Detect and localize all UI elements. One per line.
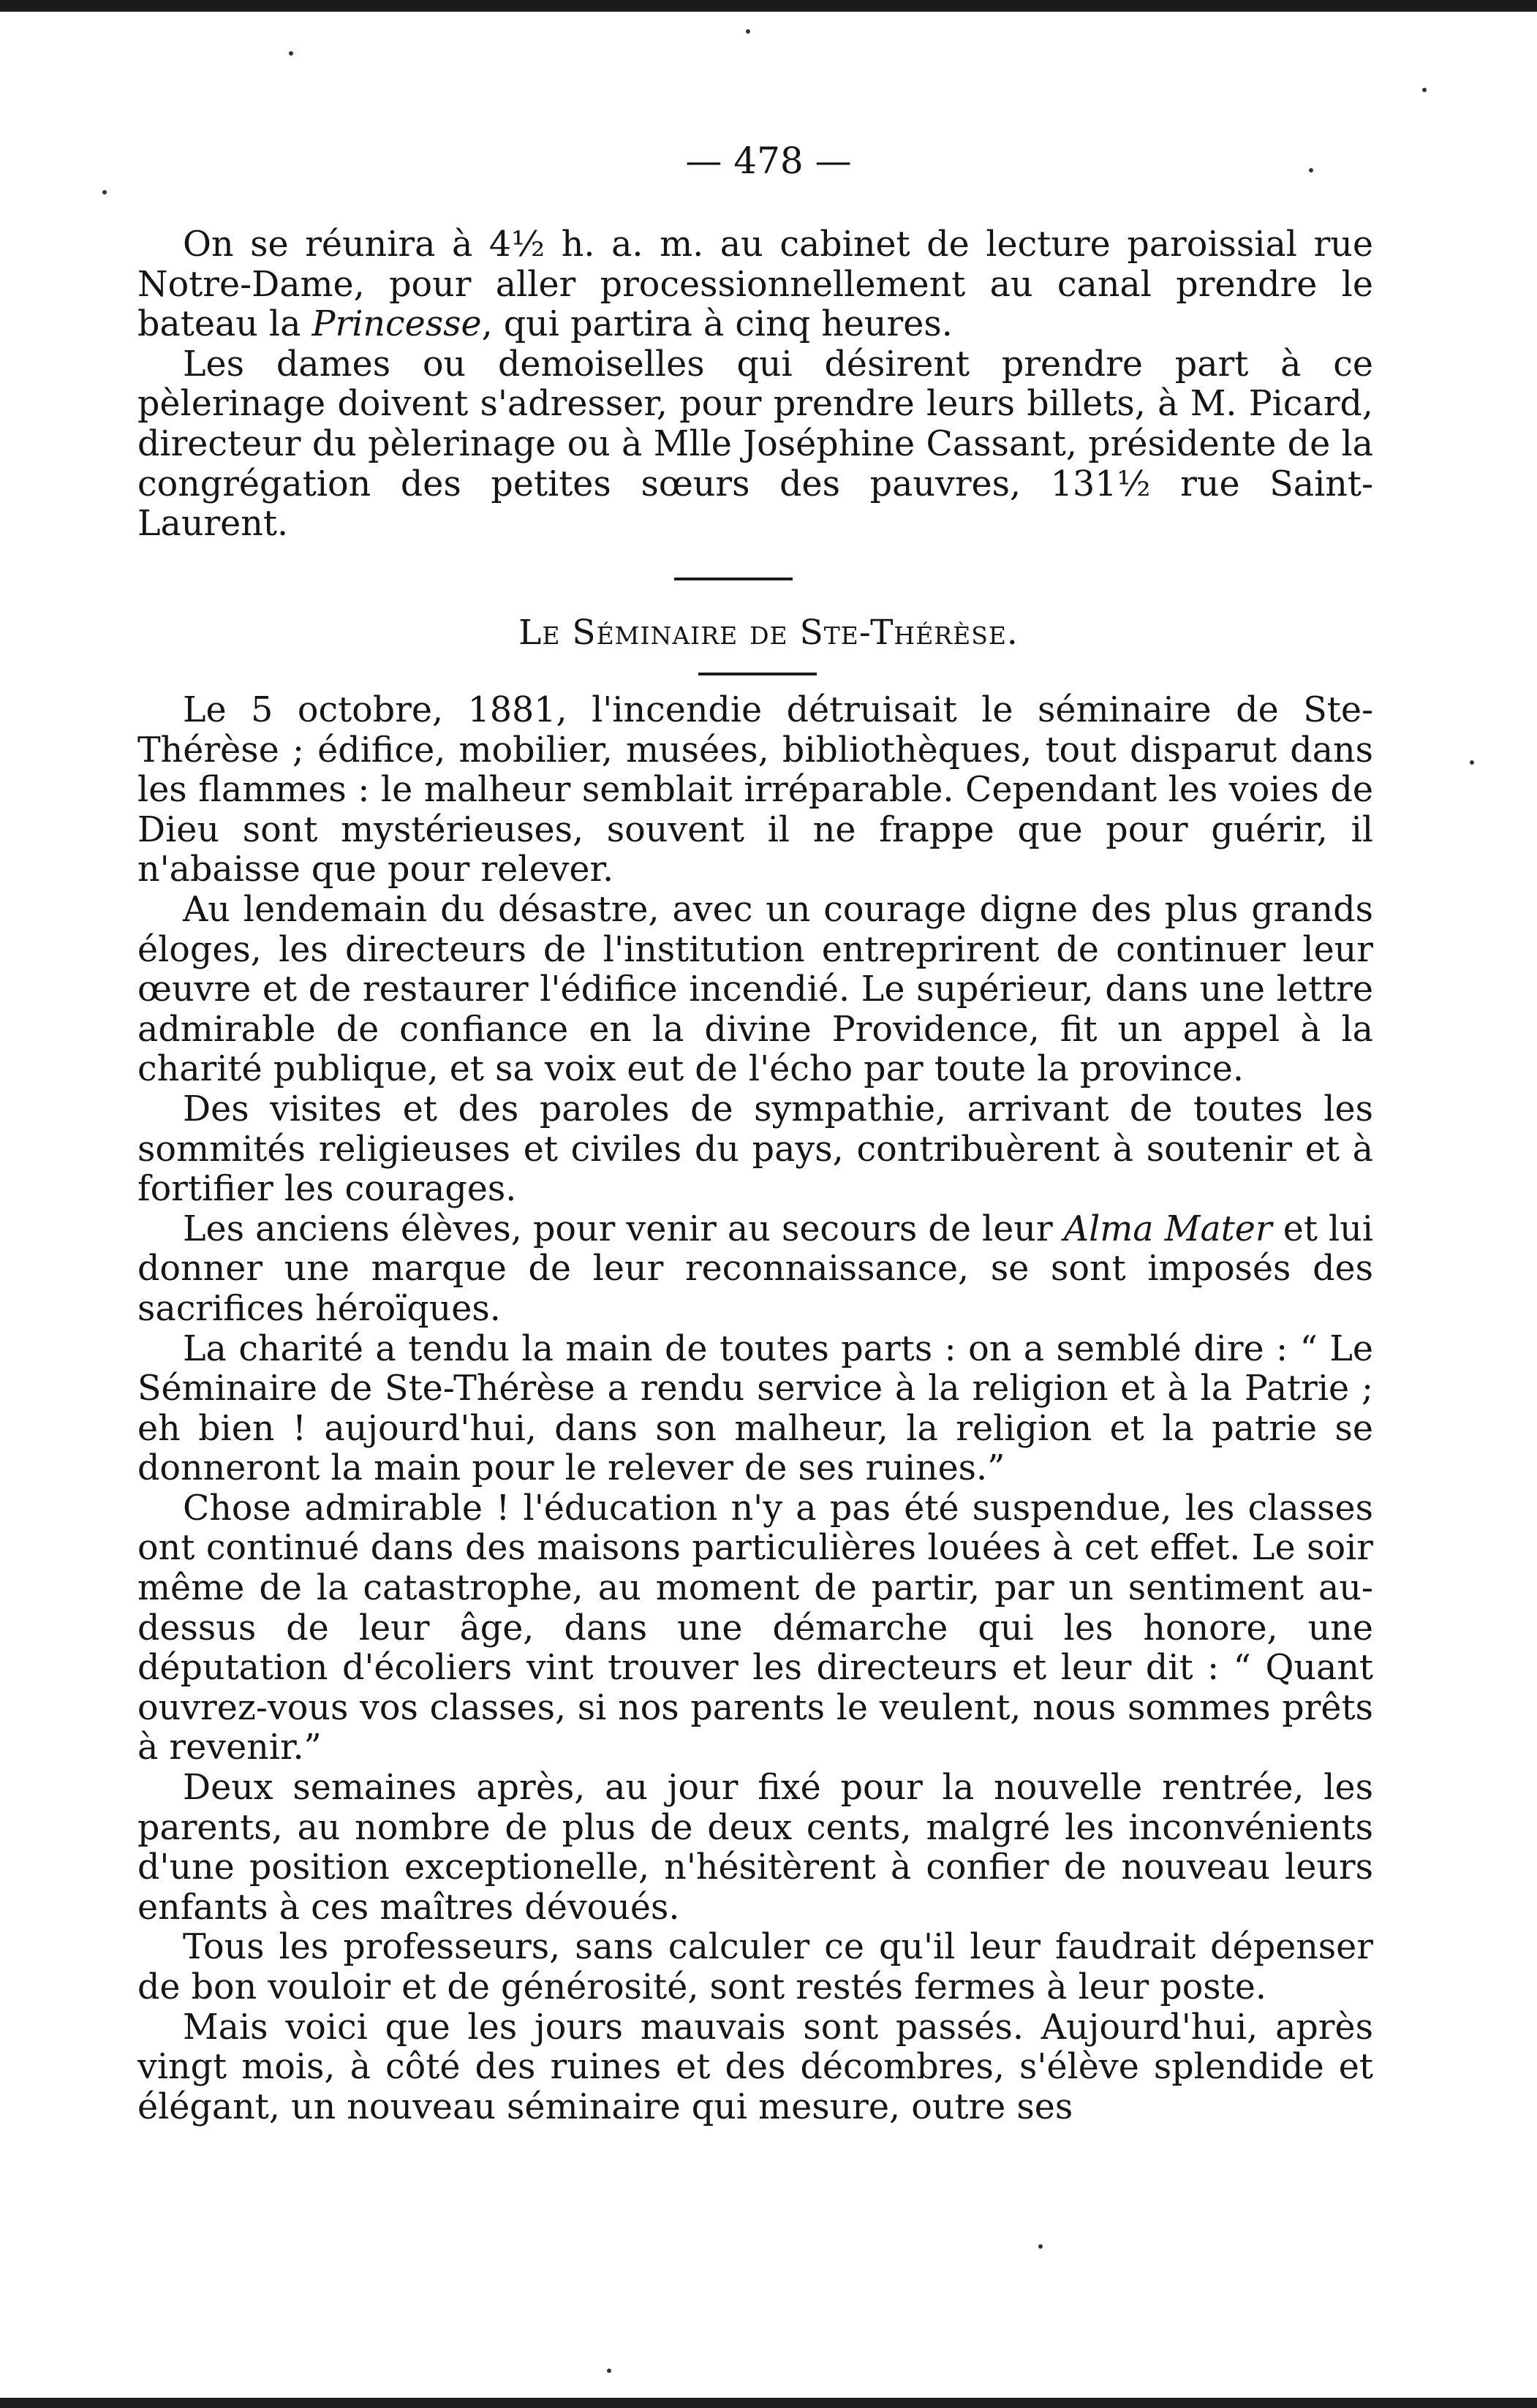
paragraph <box>137 1210 1373 1330</box>
scan-speck <box>289 51 293 56</box>
scan-speck <box>1038 2244 1043 2249</box>
paragraph-text: Deux semaines après, au jour fixé pour la nouvelle rentrée, les parents, au nombre de plus de deux cents, malgré les inconvénients d'une position exceptionelle, n'hésitèrent à confier de nouveau leurs enfants à ces maîtres dévoués. <box>137 1768 1373 1928</box>
ship-name: Princesse <box>311 304 482 345</box>
page-number: — 478 — <box>685 140 852 182</box>
paragraph-text: Tous les professeurs, sans calculer ce qu'il leur faudrait dépenser de bon vouloir et de générosité, sont restés fermes à leur poste. <box>137 1927 1373 2007</box>
separator-rule <box>698 673 817 675</box>
scan-speck <box>607 2369 611 2373</box>
scan-speck <box>746 29 750 34</box>
text-block-announcement <box>137 225 1373 545</box>
paragraph <box>137 1489 1373 1768</box>
paragraph-text: Le 5 octobre, 1881, l'incendie détruisait le séminaire de Ste-Thérèse ; édifice, mobilier, musées, bibliothèques, tout disparut dans les flammes : le malheur semblait irréparable. Cependant les voies de Dieu sont mystérieuses, souvent il ne frappe que pour guérir, il n'abaisse que pour relever. <box>137 690 1373 890</box>
paragraph-text: La charité a tendu la main de toutes parts : on a semblé dire : “ Le Séminaire de Ste-Thérèse a rendu service à la religion et à la Patrie ; eh bien ! aujourd'hui, dans son malheur, la religion et la patrie se donneront la main pour le relever de ses ruines.” <box>137 1328 1373 1489</box>
paragraph <box>137 1330 1373 1489</box>
scan-speck <box>1422 88 1427 92</box>
paragraph <box>137 1090 1373 1210</box>
paragraph-text: Chose admirable ! l'éducation n'y a pas été suspendue, les classes ont continué dans des maisons particulières louées à cet effet. Le soir même de la catastrophe, au moment de partir, par un sentiment au-dessus de leur âge, dans une démarche qui les honore, une députation d'écoliers vint trouver les directeurs et leur dit : “ Quant ouvrez-vous vos classes, si nos parents le veulent, nous sommes prêts à revenir.” <box>137 1488 1373 1768</box>
paragraph-text: On se réunira à 4½ h. a. m. au cabinet de lecture paroissial rue Notre-Dame, pour aller processionnellement au canal prendre le bateau la <box>137 224 1373 345</box>
paragraph <box>137 345 1373 545</box>
paragraph-text: Au lendemain du désastre, avec un courage digne des plus grands éloges, les directeurs de l'institution entreprirent de continuer leur œuvre et de restaurer l'édifice incendié. Le supérieur, dans une lettre admirable de confiance en la divine Providence, fit un appel à la charité publique, et sa voix eut de l'écho par toute la province. <box>137 889 1373 1090</box>
paragraph <box>137 691 1373 890</box>
scan-speck <box>1309 168 1313 173</box>
paragraph-text: Mais voici que les jours mauvais sont passés. Aujourd'hui, après vingt mois, à côté des ruines et des décombres, s'élève splendide et élégant, un nouveau séminaire qui mesure, outre ses <box>137 2007 1373 2127</box>
paragraph-text: Les anciens élèves, pour venir au secours de leur <box>183 1208 1064 1249</box>
separator-rule <box>674 578 793 580</box>
paragraph-text: , qui partira à cinq heures. <box>481 304 953 345</box>
scan-top-border <box>0 0 1537 12</box>
paragraph <box>137 1768 1373 1928</box>
paragraph-text: Des visites et des paroles de sympathie, arrivant de toutes les sommités religieuses et civiles du pays, contribuèrent à soutenir et à fortifier les courages. <box>137 1088 1373 1210</box>
section-heading: Le Séminaire de Ste-Thérèse. <box>518 613 1019 653</box>
paragraph <box>137 2008 1373 2128</box>
scan-speck <box>1470 760 1474 765</box>
scan-speck <box>102 190 107 194</box>
paragraph <box>137 1928 1373 2007</box>
scan-bottom-border <box>0 2398 1537 2408</box>
text-block-article <box>137 691 1373 2127</box>
paragraph <box>137 225 1373 345</box>
paragraph-text: Les dames ou demoiselles qui désirent prendre part à ce pèlerinage doivent s'adresser, pour prendre leurs billets, à M. Picard, directeur du pèlerinage ou à Mlle Joséphine Cassant, présidente de la congrégation des petites sœurs des pauvres, 131½ rue Saint-Laurent. <box>137 344 1373 545</box>
latin-phrase: Alma Mater <box>1063 1208 1272 1249</box>
paragraph-text: et lui donner une marque de leur reconnaissance, se sont imposés des sacrifices héroïques. <box>137 1208 1373 1329</box>
paragraph <box>137 890 1373 1090</box>
